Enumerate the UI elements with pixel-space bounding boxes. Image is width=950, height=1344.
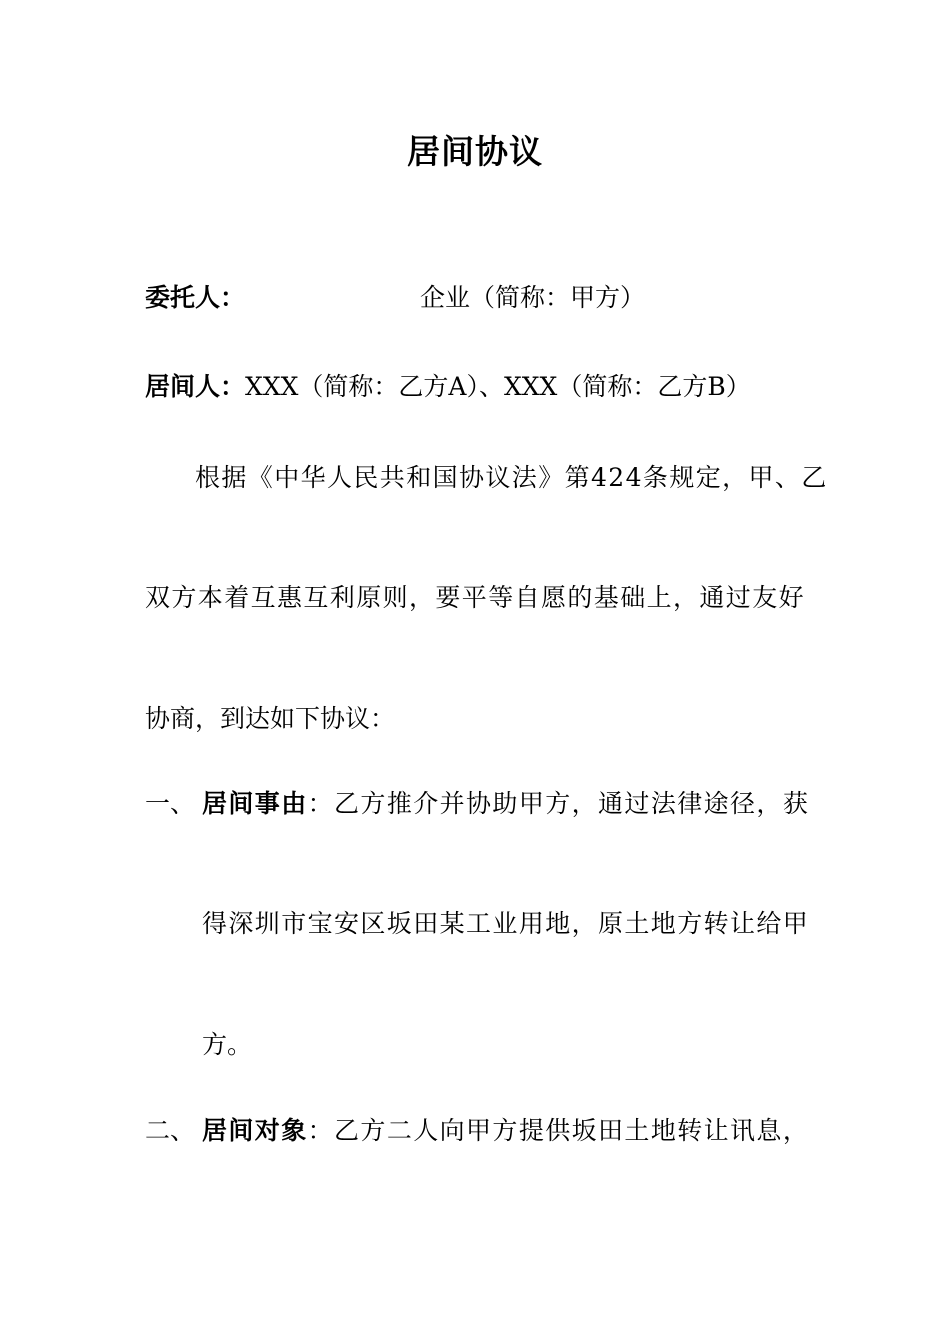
clause-1-line-2: 得深圳市宝安区坂田某工业用地，原土地方转让给甲	[202, 909, 810, 938]
client-label: 委托人：	[145, 283, 246, 312]
clause-1-number: 一、	[145, 789, 196, 818]
broker-label: 居间人：	[145, 372, 246, 401]
clause-1-text-1: 乙方推介并协助甲方，通过法律途径，获	[334, 789, 810, 818]
client-line	[145, 280, 245, 316]
clause-2-text-1: 乙方二人向甲方提供坂田土地转让讯息，	[334, 1116, 810, 1145]
clause-2-number: 二、	[145, 1116, 196, 1145]
clause-1-colon: ：	[307, 789, 335, 818]
preamble-line-3: 协商，到达如下协议：	[145, 704, 396, 733]
clause-2-heading: 居间对象	[202, 1116, 308, 1145]
clause-2-line-1	[202, 1113, 809, 1149]
preamble-line-2: 双方本着互惠互利原则，要平等自愿的基础上，通过友好	[145, 583, 806, 612]
clause-1-line-3: 方。	[202, 1030, 253, 1059]
clause-1-line-1	[202, 786, 809, 822]
clause-2-colon: ：	[307, 1116, 335, 1145]
broker-line	[145, 369, 751, 405]
broker-value: XXX（简称：乙方A）、XXX（简称：乙方B）	[245, 372, 751, 401]
client-value: 企业（简称：甲方）	[420, 283, 646, 312]
clause-1-heading: 居间事由	[202, 789, 308, 818]
client-value-line	[420, 280, 645, 316]
preamble-line-1: 根据《中华人民共和国协议法》第424条规定，甲、乙	[195, 463, 828, 492]
document-title: 居间协议	[407, 132, 543, 171]
